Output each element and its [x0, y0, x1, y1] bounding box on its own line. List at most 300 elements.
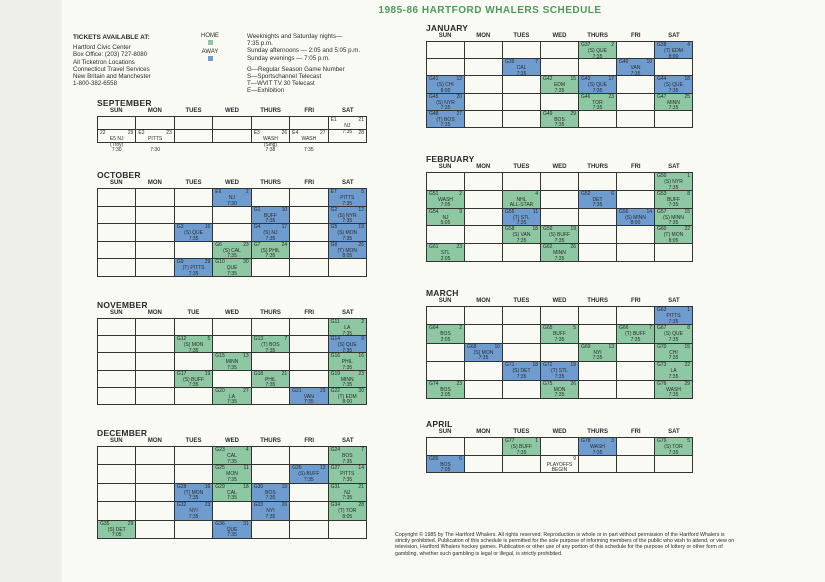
detail-line: 7:35 [630, 336, 641, 343]
day-cell [465, 173, 503, 191]
day-cell [175, 189, 213, 207]
day-cell [175, 319, 213, 336]
day-cell [541, 42, 579, 59]
detail-line: (T) MON [183, 489, 204, 496]
day-cell [252, 388, 290, 405]
game-cell [655, 438, 693, 456]
detail-line: (T) BOS [261, 342, 280, 349]
date-number: 26 [570, 244, 576, 251]
game-cell [503, 362, 541, 380]
game-details [427, 251, 464, 262]
game-details [465, 351, 502, 362]
date-number: 19 [570, 226, 576, 233]
day-cell [503, 381, 541, 399]
game-cell [655, 42, 693, 59]
weekday-label: THURS [260, 310, 281, 316]
game-number: G33 [253, 502, 264, 509]
game-details [213, 454, 250, 465]
detail-line: (S) BUFF [183, 376, 205, 383]
weekday-label: SUN [438, 298, 452, 304]
detail-line: PITTS [148, 136, 163, 142]
date-number: 29 [684, 380, 690, 387]
game-cell [655, 307, 693, 325]
detail-line: (S) NJ [263, 230, 278, 237]
detail-line: (T) MON [663, 232, 684, 239]
game-details [541, 233, 578, 244]
day-cell [252, 117, 290, 130]
date-number: 22 [684, 226, 690, 233]
detail-line: 7:35 [554, 237, 565, 244]
event-cell [329, 130, 367, 143]
detail-line: 5:05 [440, 220, 451, 227]
day-cell [252, 465, 290, 483]
game-number: G64 [429, 325, 439, 332]
day-cell [213, 502, 251, 520]
game-number: G73 [657, 362, 667, 369]
november-calendar [97, 310, 367, 405]
march-grid [426, 306, 693, 399]
game-number: G9 [176, 259, 184, 266]
weekday-label: FRI [304, 310, 315, 316]
legend-home-label: HOME [201, 33, 219, 39]
game-number: G35 [100, 520, 110, 527]
detail-line: LA [670, 368, 677, 375]
game-details [617, 216, 654, 227]
detail-line: 7:35 [440, 105, 451, 112]
game-details [252, 231, 289, 242]
day-cell [98, 353, 136, 370]
game-cell [541, 325, 579, 343]
detail-line: BUFF [263, 212, 277, 219]
detail-line: (T) EDM [337, 393, 357, 400]
detail-line: 7:35 [668, 87, 679, 94]
day-cell [617, 307, 655, 325]
game-cell [541, 76, 579, 93]
game-cell [213, 242, 251, 260]
game-cell [329, 484, 367, 502]
day-cell [213, 319, 251, 336]
date-number: 2 [245, 189, 249, 195]
day-cell [541, 438, 579, 456]
detail-line: 7:35 [668, 392, 679, 399]
game-details [252, 249, 289, 260]
day-cell [213, 117, 251, 130]
tickets-line: Connecticut Travel Services [73, 65, 150, 73]
game-details [503, 233, 540, 244]
detail-line: MON [553, 386, 566, 393]
detail-line: 7:35 [227, 532, 237, 539]
day-cell [98, 259, 136, 277]
date-number: 16 [358, 353, 364, 360]
day-cell [98, 319, 136, 336]
game-cell [252, 336, 290, 353]
detail-line: 7:35 [342, 495, 353, 502]
detail-line: NJ [344, 123, 351, 129]
game-number: G20 [215, 387, 225, 394]
detail-line: (T) STL [513, 214, 530, 221]
game-details [655, 445, 692, 456]
date-number: 19 [204, 370, 211, 377]
game-details [213, 528, 250, 539]
march-calendar [426, 298, 693, 399]
game-number: G14 [330, 336, 341, 343]
day-cell [617, 362, 655, 380]
detail-line: (S) MINN [663, 214, 684, 221]
day-cell [290, 242, 328, 260]
game-cell [427, 456, 465, 474]
detail-line: 7:35 [303, 476, 314, 483]
date-number: 17 [608, 76, 614, 83]
game-details [541, 251, 578, 262]
game-cell [213, 388, 251, 405]
game-cell [329, 447, 367, 465]
detail-line: CAL [227, 453, 237, 459]
day-cell [136, 319, 174, 336]
game-number: G6 [215, 241, 222, 248]
game-details [213, 249, 250, 260]
weekday-label: FRI [630, 164, 641, 170]
game-number: G10 [215, 259, 225, 266]
game-number: G59 [543, 226, 553, 233]
day-cell [290, 371, 328, 388]
game-cell [175, 336, 213, 353]
game-number: G77 [505, 438, 515, 444]
date-number: 23 [608, 93, 614, 100]
detail-line: BEGIN [551, 467, 568, 474]
date-number: 29 [320, 387, 326, 394]
date-number: 28 [358, 502, 364, 509]
times-line: Weeknights and Saturday nights— [247, 33, 343, 40]
day-cell [175, 117, 213, 130]
detail-line: MON [226, 471, 238, 478]
game-details [617, 332, 654, 343]
game-cell [329, 242, 367, 260]
detail-line: MINN [340, 376, 354, 383]
date-number: 12 [456, 76, 462, 83]
day-cell [503, 173, 541, 191]
weekday-label: TUES [513, 164, 530, 170]
game-number: G19 [330, 370, 341, 377]
day-cell [213, 336, 251, 353]
detail-line: 7:35 [342, 218, 353, 225]
detail-line: NYI [266, 508, 275, 515]
game-cell [213, 465, 251, 483]
detail-line: 7:30 [150, 147, 160, 154]
game-number: G40 [619, 59, 629, 66]
game-number: G34 [330, 502, 341, 509]
date-number: 26 [358, 241, 364, 248]
game-cell [329, 371, 367, 388]
game-number: E3 [253, 130, 260, 136]
detail-line: CAL [516, 65, 527, 72]
day-cell [465, 438, 503, 456]
detail-line: 8:05 [342, 513, 353, 520]
weekday-label: THURS [587, 164, 608, 170]
game-cell [252, 502, 290, 520]
code-line: E—Exhibition [247, 87, 285, 95]
game-number: G37 [581, 42, 591, 48]
game-details [655, 198, 692, 209]
day-cell [579, 362, 617, 380]
day-cell [252, 259, 290, 277]
game-details [98, 137, 135, 154]
day-cell [290, 224, 328, 242]
weekday-label: THURS [587, 429, 608, 435]
game-number: G47 [657, 93, 667, 100]
november-title: NOVEMBER [97, 300, 148, 310]
day-cell [617, 438, 655, 456]
game-details [175, 509, 212, 520]
game-times [247, 33, 407, 95]
detail-line: 7:35 [592, 449, 603, 456]
detail-line: 7:35 [342, 330, 353, 337]
game-details [655, 332, 692, 343]
weekday-label: THURS [587, 298, 608, 304]
day-cell [541, 344, 579, 362]
game-number: G28 [176, 483, 187, 490]
game-number: G55 [505, 208, 515, 215]
detail-line: NYI [593, 349, 602, 356]
day-cell [655, 456, 693, 474]
day-cell [98, 447, 136, 465]
date-number: 23 [243, 241, 249, 248]
game-cell [213, 353, 251, 370]
day-cell [136, 259, 174, 277]
day-cell [617, 344, 655, 362]
legend-away-label: AWAY [201, 49, 219, 55]
tickets-line: 1-800-382-6558 [73, 80, 118, 88]
game-number: E4 [292, 130, 299, 136]
game-cell [290, 465, 328, 483]
day-cell [503, 111, 541, 128]
game-cell [252, 484, 290, 502]
page-title: 1985-86 HARTFORD WHALERS SCHEDULE [378, 5, 602, 16]
game-number: G69 [581, 343, 591, 350]
game-cell [427, 244, 465, 262]
day-cell [98, 117, 136, 130]
game-number: G51 [429, 190, 439, 197]
date-number: 7 [535, 59, 538, 66]
december-grid [97, 446, 367, 539]
weekday-label: SAT [341, 180, 354, 186]
date-number: 4 [687, 42, 690, 48]
game-cell [329, 502, 367, 520]
weekday-label: WED [552, 33, 567, 39]
game-cell [252, 224, 290, 242]
game-details [252, 137, 289, 154]
game-number: G50 [657, 173, 667, 179]
game-number: G2 [330, 206, 338, 213]
date-number: 13 [608, 343, 614, 350]
game-number: G68 [467, 343, 477, 350]
detail-line: 7:35 [265, 347, 276, 354]
game-number: G18 [253, 370, 264, 377]
weekday-label: MON [147, 438, 162, 444]
detail-line: 7:35 [668, 373, 679, 380]
game-details [252, 509, 289, 520]
game-cell [213, 447, 251, 465]
day-cell [427, 226, 465, 244]
game-cell [427, 111, 465, 128]
date-number: 5 [573, 325, 576, 332]
detail-line: 7:35 [265, 513, 276, 520]
detail-line: 7:35 [592, 355, 603, 362]
detail-line: (S) MINN [625, 214, 646, 221]
date-number: 14 [646, 208, 652, 215]
weekday-label: SAT [341, 310, 354, 316]
day-cell [579, 307, 617, 325]
detail-line: EDM [553, 82, 566, 89]
legend-away [196, 49, 224, 61]
weekday-label: MON [476, 298, 491, 304]
day-cell [136, 189, 174, 207]
weekday-label: SAT [668, 429, 680, 435]
game-details [579, 198, 616, 209]
date-number: 21 [358, 483, 364, 490]
code-line: G—Regular Season Game Number [247, 65, 345, 73]
date-number: 7 [361, 447, 364, 453]
day-cell [290, 189, 328, 207]
game-number: G60 [657, 226, 667, 233]
day-cell [98, 388, 136, 405]
detail-line: 7:35 [516, 220, 527, 227]
detail-line: 7:35 [440, 122, 451, 129]
game-number: G80 [429, 455, 439, 462]
game-details [541, 332, 578, 343]
day-cell [617, 191, 655, 209]
date-number: 27 [320, 130, 326, 136]
day-cell [98, 484, 136, 502]
tickets-info [73, 34, 193, 87]
game-cell [329, 465, 367, 483]
game-cell [579, 76, 617, 93]
weekday-label: SUN [109, 108, 123, 114]
detail-line: 7:35 [342, 364, 353, 371]
game-details [213, 472, 250, 483]
day-cell [98, 224, 136, 242]
game-cell [541, 362, 579, 380]
times-line: Sunday evenings — 7:05 p.m. [247, 54, 330, 62]
game-number: G57 [657, 208, 667, 215]
game-number: E6 [215, 189, 222, 195]
detail-line: (T) BOS [436, 116, 455, 123]
detail-line: 7:05 [440, 202, 451, 209]
detail-line: (S) BUFF [510, 444, 533, 450]
game-cell [175, 224, 213, 242]
game-number: G8 [330, 241, 338, 248]
detail-line: 7:35 [227, 364, 237, 371]
detail-line: (T) BUFF [625, 331, 646, 338]
tickets-line: New Britain and Manchester [73, 73, 151, 81]
game-cell [617, 325, 655, 343]
game-cell [541, 244, 579, 262]
detail-line: 7:35 [554, 87, 565, 94]
game-number: G43 [581, 76, 591, 83]
date-number: 7 [284, 336, 288, 343]
detail-line: LA [344, 325, 351, 331]
weekday-header [97, 310, 367, 318]
detail-line: PHIL [264, 376, 276, 383]
date-number: 15 [570, 76, 576, 83]
date-number: 23 [456, 244, 462, 251]
detail-line: 7:35 [554, 392, 565, 399]
game-details [655, 216, 692, 227]
detail-line: NJ [344, 489, 351, 496]
detail-line: (S) CHI [437, 82, 454, 89]
game-cell [427, 209, 465, 227]
game-number: E1 [330, 117, 337, 123]
game-cell [579, 191, 617, 209]
weekday-label: SUN [109, 180, 123, 186]
detail-line: PITTS [666, 313, 681, 319]
game-details [329, 454, 366, 465]
game-number: G54 [429, 208, 439, 215]
game-details [98, 528, 135, 539]
game-cell [252, 242, 290, 260]
game-cell [503, 226, 541, 244]
tickets-label: TICKETS AVAILABLE AT: [73, 34, 150, 41]
day-cell [98, 242, 136, 260]
day-cell [213, 224, 251, 242]
weekday-label: SUN [109, 438, 123, 444]
day-cell [98, 336, 136, 353]
date-number: 20 [456, 93, 462, 100]
date-number: 21 [358, 117, 364, 123]
game-details [427, 118, 464, 129]
day-cell [579, 111, 617, 128]
day-cell [579, 381, 617, 399]
date-number: 1 [687, 307, 690, 313]
detail-line: (S) TOR [664, 444, 683, 450]
day-cell [329, 259, 367, 277]
detail-line: 7:35 [516, 237, 527, 244]
day-cell [579, 226, 617, 244]
game-number: G30 [253, 483, 264, 490]
game-number: G3 [176, 224, 184, 231]
game-number: G46 [581, 93, 591, 100]
weekday-label: MON [147, 180, 162, 186]
day-cell [465, 42, 503, 59]
date-number: 9 [361, 336, 364, 343]
day-cell [427, 42, 465, 59]
game-number: G63 [657, 307, 667, 313]
game-cell [252, 130, 290, 154]
detail-line: BOS [440, 386, 451, 393]
game-number: G61 [429, 244, 439, 251]
detail-line: 7:35 [303, 399, 314, 406]
game-cell [541, 111, 579, 128]
game-number: G67 [657, 325, 667, 332]
day-cell [290, 319, 328, 336]
detail-line: 7:35 [516, 449, 527, 456]
detail-line: 7:35 [188, 495, 199, 502]
date-number: 7 [649, 325, 652, 332]
date-number: 13 [320, 465, 326, 472]
day-cell [427, 173, 465, 191]
date-number: 14 [358, 465, 364, 472]
day-cell [617, 226, 655, 244]
day-cell [252, 521, 290, 539]
day-cell [541, 307, 579, 325]
detail-line: 7:35 [265, 218, 276, 225]
day-cell [503, 76, 541, 93]
game-number: G24 [330, 447, 341, 453]
game-cell [213, 484, 251, 502]
day-cell [136, 465, 174, 483]
day-cell [136, 336, 174, 353]
detail-line: (S) PHIL [260, 247, 280, 254]
game-details [329, 395, 366, 406]
